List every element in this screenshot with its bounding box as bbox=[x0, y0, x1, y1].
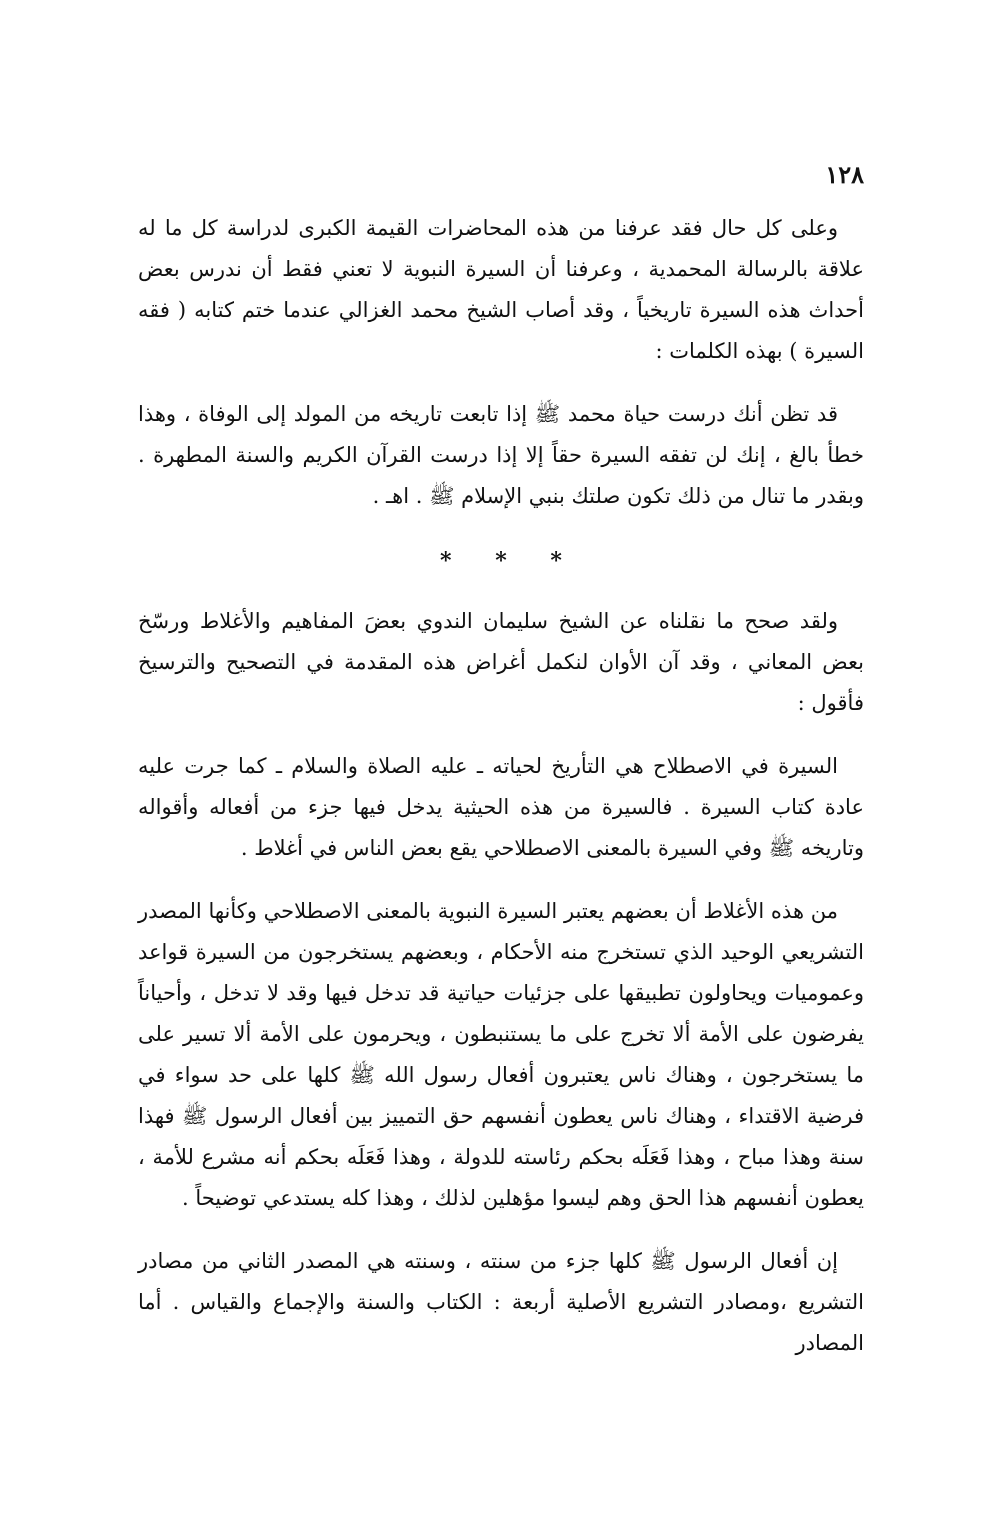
separator-star: * bbox=[495, 548, 507, 574]
paragraph: إن أفعال الرسول ﷺ كلها جزء من سنته ، وسنته هي المصدر الثاني من مصادر التشريع ،ومصادر التشريع الأصلية أربعة : الكتاب والسنة والإجماع والقياس . أما المصادر bbox=[138, 1249, 864, 1355]
paragraph: ولقد صحح ما نقلناه عن الشيخ سليمان الندوي بعضَ المفاهيم والأغلاط ورسّخ بعض المعاني ، وقد آن الأوان لنكمل أغراض هذه المقدمة في التصحيح والترسيخ فأقول : bbox=[138, 609, 864, 715]
separator-star: * bbox=[550, 548, 562, 574]
paragraph: من هذه الأغلاط أن بعضهم يعتبر السيرة النبوية بالمعنى الاصطلاحي وكأنها المصدر التشريعي الوحيد الذي تستخرج منه الأحكام ، وبعضهم يستخرجون من السيرة قواعد وعموميات ويحاولون تطبيقها على جزئيات حياتية قد تدخل فيها وقد لا تدخل ، وأحياناً يفرضون على الأمة ألا تخرج على ما يستنبطون ، ويحرمون على الأمة ألا تسير على ما يستخرجون ، وهناك ناس يعتبرون أفعال رسول الله ﷺ كلها على حد سواء في فرضية الاقتداء ، وهناك ناس يعطون أنفسهم حق التمييز بين أفعال الرسول ﷺ فهذا سنة وهذا مباح ، وهذا فَعَلَه بحكم رئاسته للدولة ، وهذا فَعَلَه بحكم أنه مشرع للأمة ، يعطون أنفسهم هذا الحق وهم ليسوا مؤهلين لذلك ، وهذا كله يستدعي توضيحاً . bbox=[138, 899, 864, 1210]
page-body bbox=[138, 208, 864, 1386]
page-number: ١٢٨ bbox=[825, 160, 864, 189]
paragraph: وعلى كل حال فقد عرفنا من هذه المحاضرات القيمة الكبرى لدراسة كل ما له علاقة بالرسالة المحمدية ، وعرفنا أن السيرة النبوية لا تعني فقط أن ندرس بعض أحداث هذه السيرة تاريخياً ، وقد أصاب الشيخ محمد الغزالي عندما ختم كتابه ( فقه السيرة ) بهذه الكلمات : bbox=[138, 216, 864, 363]
quoted-paragraph: قد تظن أنك درست حياة محمد ﷺ إذا تابعت تاريخه من المولد إلى الوفاة ، وهذا خطأ بالغ ، إنك لن تفقه السيرة حقاً إلا إذا درست القرآن الكريم والسنة المطهرة . وبقدر ما تنال من ذلك تكون صلتك بنبي الإسلام ﷺ . اهـ . bbox=[138, 402, 864, 508]
separator-star: * bbox=[440, 548, 452, 574]
section-separator bbox=[138, 539, 864, 583]
paragraph: السيرة في الاصطلاح هي التأريخ لحياته ـ عليه الصلاة والسلام ـ كما جرت عليه عادة كتاب السيرة . فالسيرة من هذه الحيثية يدخل فيها جزء من أفعاله وأقواله وتاريخه ﷺ وفي السيرة بالمعنى الاصطلاحي يقع بعض الناس في أغلاط . bbox=[138, 754, 864, 860]
